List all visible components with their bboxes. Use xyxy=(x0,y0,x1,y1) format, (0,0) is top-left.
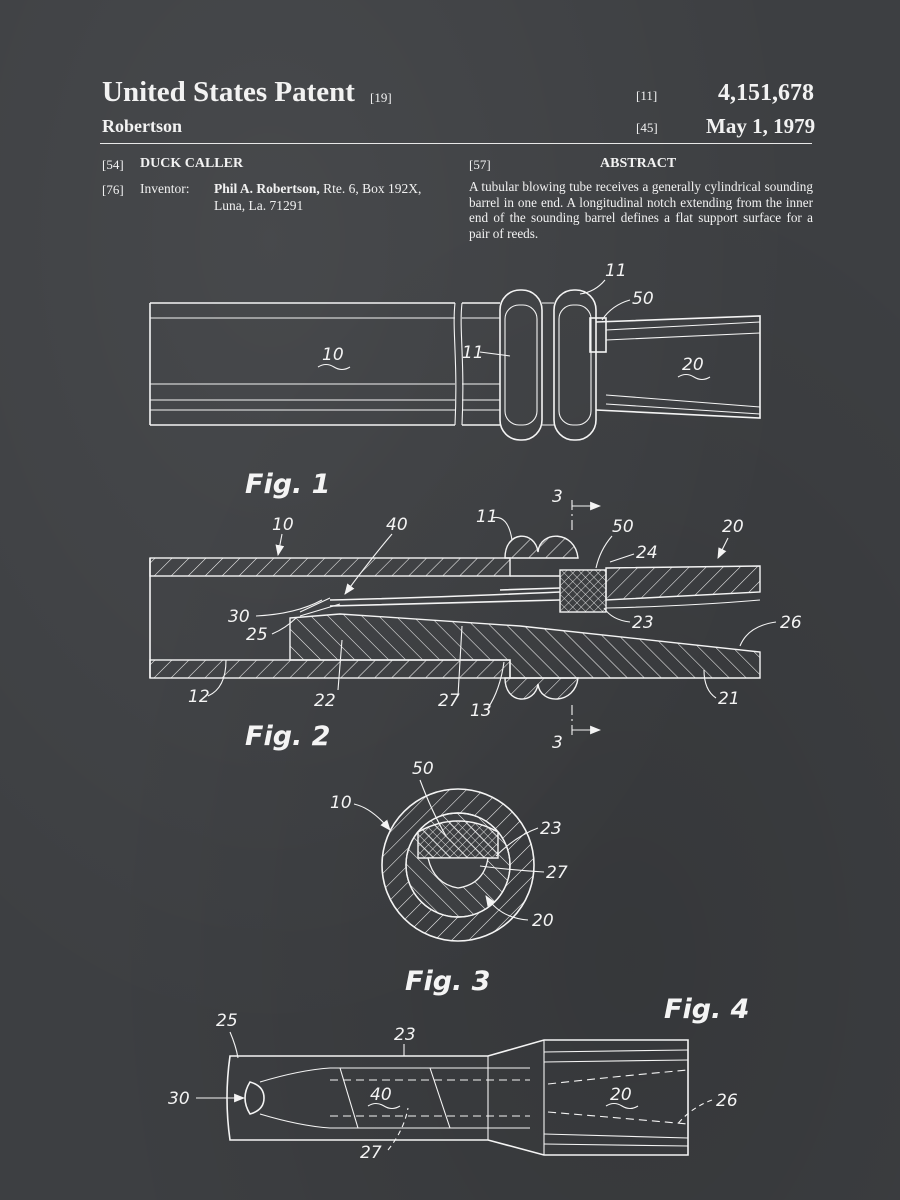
fig2-label-11: 11 xyxy=(476,507,498,527)
fig2-label-30: 30 xyxy=(228,607,250,627)
inventor-label: Inventor: xyxy=(140,181,190,196)
inventor-name: Phil A. Robertson, xyxy=(214,181,320,196)
fig2-label-13: 13 xyxy=(470,701,492,721)
fig3-caption: Fig. 3 xyxy=(405,966,491,997)
invention-title: DUCK CALLER xyxy=(140,156,244,171)
fig3-label-20: 20 xyxy=(532,911,554,931)
patent-title: United States Patent xyxy=(102,76,355,108)
fig2-label-26: 26 xyxy=(780,613,802,633)
fig2-label-24: 24 xyxy=(636,543,658,563)
fig2-label-25: 25 xyxy=(246,625,268,645)
fig4-label-30: 30 xyxy=(168,1089,190,1109)
fig2-label-22: 22 xyxy=(314,691,336,711)
fig1-rings xyxy=(500,290,596,440)
fig2-label-10: 10 xyxy=(272,515,294,535)
fig2-label-23: 23 xyxy=(632,613,654,633)
fig3-label-10: 10 xyxy=(330,793,352,813)
fig1-label-20: 20 xyxy=(682,355,704,375)
figure-4 xyxy=(168,994,749,1163)
inid-code-76: [76] xyxy=(102,182,124,197)
fig2-label-27: 27 xyxy=(438,691,460,711)
fig2-barrel-top xyxy=(606,566,760,600)
fig3-label-50: 50 xyxy=(412,759,434,779)
fig2-rings-bottom xyxy=(505,678,578,699)
fig4-label-20: 20 xyxy=(610,1085,632,1105)
fig2-caption: Fig. 2 xyxy=(245,721,331,752)
inid-code-19: [19] xyxy=(370,90,392,105)
figure-2 xyxy=(150,487,802,753)
fig4-label-40: 40 xyxy=(370,1085,392,1105)
fig4-label-23: 23 xyxy=(394,1025,416,1045)
fig3-insert-50 xyxy=(418,821,498,858)
fig2-label-20: 20 xyxy=(722,517,744,537)
fig3-label-23: 23 xyxy=(540,819,562,839)
fig4-caption: Fig. 4 xyxy=(664,994,750,1025)
abstract-heading: ABSTRACT xyxy=(600,156,677,171)
fig2-label-3-bottom: 3 xyxy=(552,733,563,753)
fig1-caption: Fig. 1 xyxy=(245,469,331,500)
fig1-sounding-barrel xyxy=(590,316,760,418)
figure-3 xyxy=(330,759,568,997)
inventor-surname: Robertson xyxy=(102,116,182,136)
fig2-label-40: 40 xyxy=(386,515,408,535)
inid-code-57: [57] xyxy=(469,157,491,172)
fig2-insert-50 xyxy=(560,570,606,612)
inid-code-45: [45] xyxy=(636,120,658,135)
fig2-label-3-top: 3 xyxy=(552,487,563,507)
fig1-label-11-top: 11 xyxy=(605,261,627,281)
fig3-label-27: 27 xyxy=(546,863,568,883)
inid-code-11: [11] xyxy=(636,88,658,103)
figure-1 xyxy=(150,261,760,500)
fig2-label-12: 12 xyxy=(188,687,210,707)
fig1-label-10: 10 xyxy=(322,345,344,365)
patent-number: 4,151,678 xyxy=(718,80,814,106)
fig2-label-21: 21 xyxy=(718,689,740,709)
fig2-tube-wall-top xyxy=(150,558,510,576)
inventor-address-2: Luna, La. 71291 xyxy=(214,198,304,213)
abstract-text: A tubular blowing tube receives a generally cylindrical sounding barrel in one end. A longitudinal notch extending from the inner end of the sounding barrel defines a flat support surface for a pair of reeds. xyxy=(469,179,813,241)
fig2-label-50: 50 xyxy=(612,517,634,537)
fig4-label-26: 26 xyxy=(716,1091,738,1111)
fig2-tube-wall-bottom xyxy=(150,660,510,678)
inid-code-54: [54] xyxy=(102,157,124,172)
fig1-label-50: 50 xyxy=(632,289,654,309)
fig4-label-27: 27 xyxy=(360,1143,382,1163)
fig4-label-25: 25 xyxy=(216,1011,238,1031)
fig1-label-11-side: 11 xyxy=(462,343,484,363)
fig2-rings-top xyxy=(505,536,578,558)
inventor-address-1: Rte. 6, Box 192X, xyxy=(323,181,422,196)
patent-date: May 1, 1979 xyxy=(706,114,816,138)
